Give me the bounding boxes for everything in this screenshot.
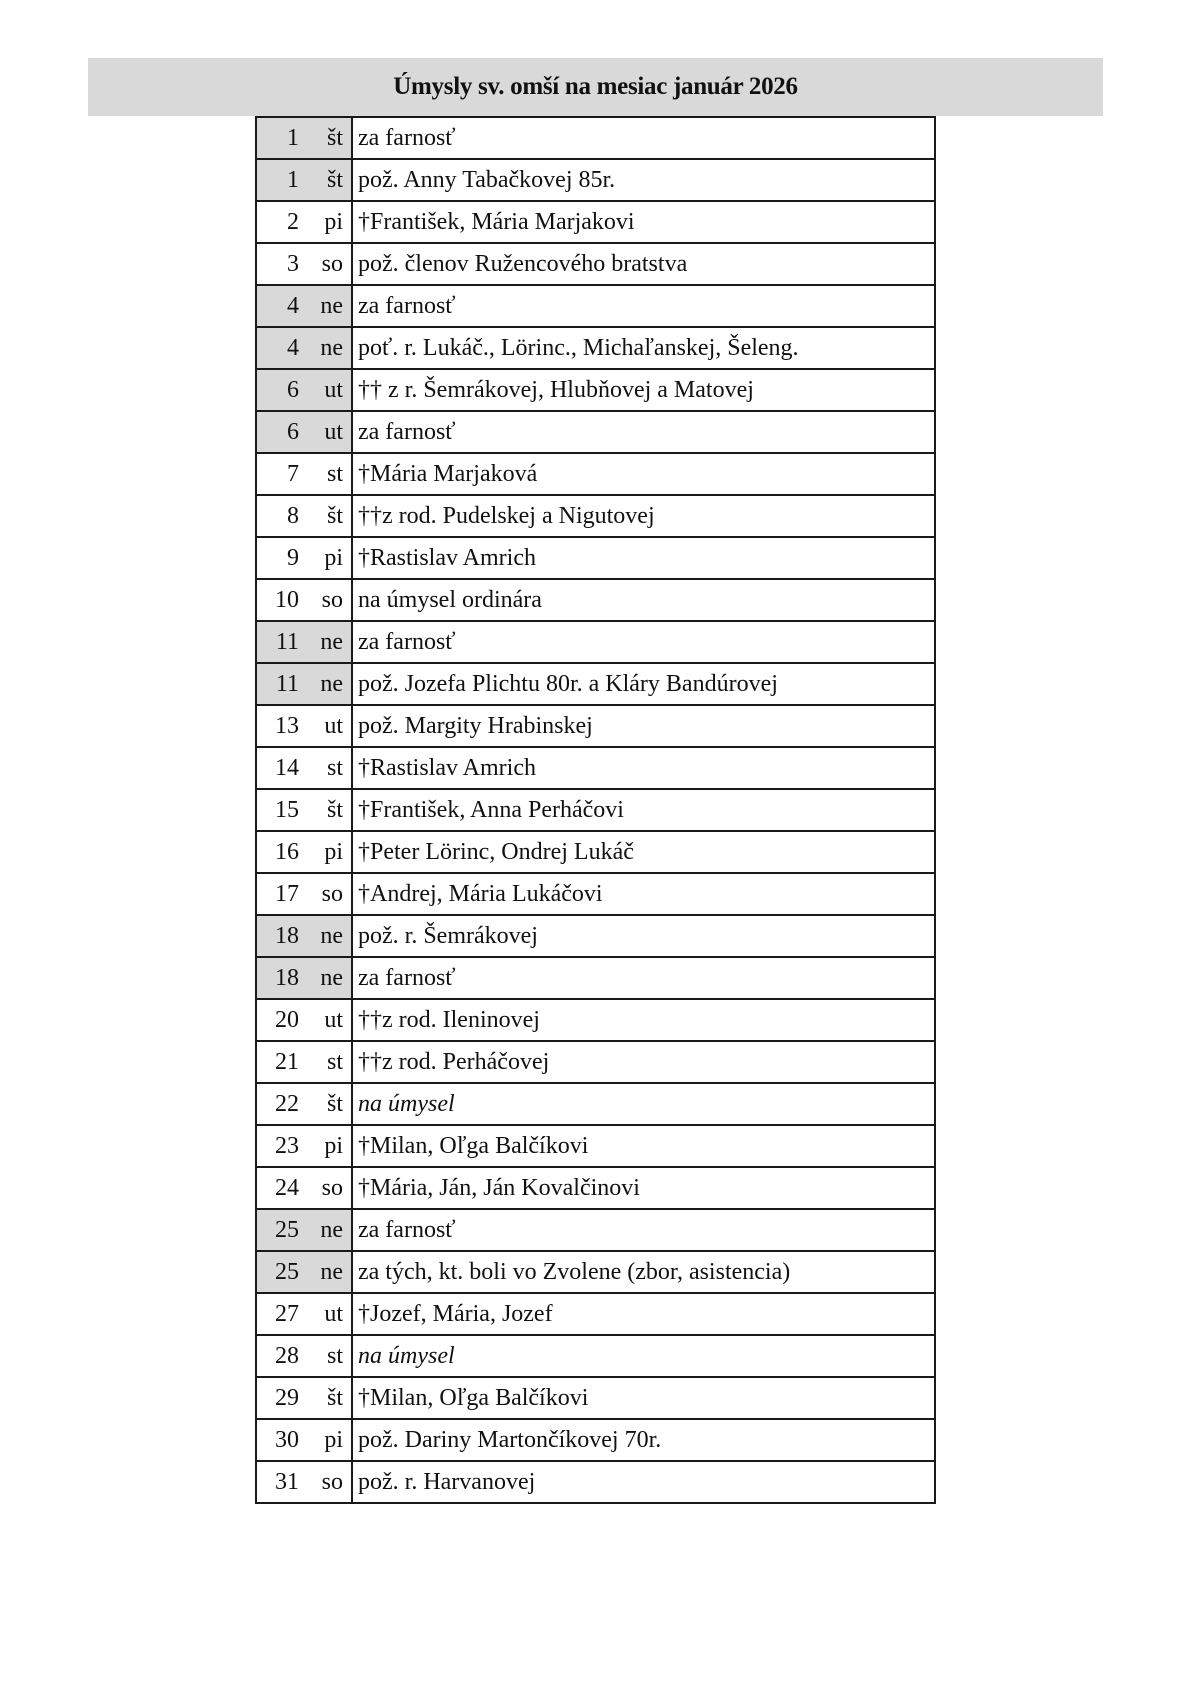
date-cell [256,621,352,663]
table-row [256,789,935,831]
intention-text: pož. r. Šemrákovej [352,915,935,957]
day-number: 13 [275,712,299,739]
date-cell [256,957,352,999]
intention-text: †Andrej, Mária Lukáčovi [352,873,935,915]
day-of-week: št [326,796,343,823]
title-banner [88,58,1103,116]
date-cell [256,327,352,369]
table-row [256,1251,935,1293]
intention-text: †Mária Marjaková [352,453,935,495]
day-number: 22 [275,1090,299,1117]
date-cell [256,873,352,915]
day-of-week: ne [320,628,343,655]
date-cell [256,285,352,327]
day-of-week: so [321,1174,343,1201]
date-cell [256,1377,352,1419]
day-number: 25 [275,1216,299,1243]
date-cell [256,159,352,201]
intention-text: za farnosť [352,411,935,453]
day-of-week: ut [324,712,343,739]
day-of-week: ut [324,376,343,403]
day-of-week: pi [324,1132,343,1159]
table-row [256,1083,935,1125]
day-of-week: ne [320,334,343,361]
table-row [256,663,935,705]
intention-text: na úmysel [352,1335,935,1377]
date-cell [256,1041,352,1083]
table-row [256,117,935,159]
day-of-week: št [326,1090,343,1117]
date-cell [256,789,352,831]
intention-text: za farnosť [352,621,935,663]
day-of-week: so [321,880,343,907]
date-cell [256,411,352,453]
day-number: 6 [287,418,299,445]
table-row [256,1209,935,1251]
table-row [256,1377,935,1419]
intention-text: pož. Margity Hrabinskej [352,705,935,747]
day-number: 18 [275,922,299,949]
day-number: 27 [275,1300,299,1327]
intention-text: za tých, kt. boli vo Zvolene (zbor, asistencia) [352,1251,935,1293]
date-cell [256,1335,352,1377]
table-row [256,621,935,663]
day-of-week: st [326,1342,343,1369]
day-of-week: st [326,460,343,487]
table-row [256,1461,935,1503]
date-cell [256,201,352,243]
intention-text: ††z rod. Perháčovej [352,1041,935,1083]
table-row [256,1125,935,1167]
date-cell [256,747,352,789]
table-row [256,1293,935,1335]
intention-text: †Milan, Oľga Balčíkovi [352,1377,935,1419]
day-number: 1 [287,166,299,193]
date-cell [256,243,352,285]
intention-text: †Rastislav Amrich [352,537,935,579]
day-number: 18 [275,964,299,991]
day-of-week: ne [320,1216,343,1243]
table-row [256,705,935,747]
day-of-week: št [326,502,343,529]
date-cell [256,663,352,705]
table-row [256,1167,935,1209]
day-number: 4 [287,334,299,361]
intention-text: †Mária, Ján, Ján Kovalčinovi [352,1167,935,1209]
day-number: 8 [287,502,299,529]
date-cell [256,1293,352,1335]
intention-text: pož. Jozefa Plichtu 80r. a Kláry Bandúrovej [352,663,935,705]
table-row [256,285,935,327]
date-cell [256,537,352,579]
intention-text: pož. Anny Tabačkovej 85r. [352,159,935,201]
day-of-week: ut [324,418,343,445]
day-of-week: ne [320,670,343,697]
day-number: 30 [275,1426,299,1453]
day-number: 15 [275,796,299,823]
intention-text: ††z rod. Pudelskej a Nigutovej [352,495,935,537]
day-of-week: ne [320,964,343,991]
intention-text: †František, Mária Marjakovi [352,201,935,243]
day-of-week: pi [324,544,343,571]
day-number: 6 [287,376,299,403]
date-cell [256,117,352,159]
day-of-week: ut [324,1300,343,1327]
day-number: 16 [275,838,299,865]
intention-text: pož. členov Ružencového bratstva [352,243,935,285]
day-number: 28 [275,1342,299,1369]
table-row [256,495,935,537]
day-of-week: st [326,1048,343,1075]
day-number: 1 [287,124,299,151]
table-row [256,1041,935,1083]
intention-text: poť. r. Lukáč., Lörinc., Michaľanskej, Šeleng. [352,327,935,369]
day-of-week: pi [324,838,343,865]
date-cell [256,369,352,411]
day-number: 14 [275,754,299,781]
intention-text: †† z r. Šemrákovej, Hlubňovej a Matovej [352,369,935,411]
day-of-week: ne [320,1258,343,1285]
intention-text: †Rastislav Amrich [352,747,935,789]
intention-text: za farnosť [352,957,935,999]
date-cell [256,1083,352,1125]
date-cell [256,1209,352,1251]
date-cell [256,915,352,957]
intention-text: za farnosť [352,285,935,327]
date-cell [256,1167,352,1209]
date-cell [256,705,352,747]
day-number: 17 [275,880,299,907]
date-cell [256,1419,352,1461]
day-of-week: pi [324,208,343,235]
intention-text: ††z rod. Ileninovej [352,999,935,1041]
day-number: 7 [287,460,299,487]
day-number: 9 [287,544,299,571]
intention-text: pož. Dariny Martončíkovej 70r. [352,1419,935,1461]
day-of-week: st [326,754,343,781]
table-row [256,537,935,579]
date-cell [256,831,352,873]
table-row [256,201,935,243]
table-row [256,915,935,957]
table-row [256,999,935,1041]
table-row [256,1335,935,1377]
table-row [256,159,935,201]
date-cell [256,1125,352,1167]
day-number: 24 [275,1174,299,1201]
day-number: 25 [275,1258,299,1285]
page-title: Úmysly sv. omší na mesiac január 2026 [393,73,798,100]
intention-text: za farnosť [352,1209,935,1251]
table-row [256,1419,935,1461]
table-row [256,747,935,789]
day-number: 2 [287,208,299,235]
day-of-week: ut [324,1006,343,1033]
table-row [256,369,935,411]
day-of-week: ne [320,922,343,949]
day-of-week: pi [324,1426,343,1453]
intention-text: †Jozef, Mária, Jozef [352,1293,935,1335]
day-of-week: ne [320,292,343,319]
table-row [256,243,935,285]
day-number: 3 [287,250,299,277]
day-of-week: št [326,166,343,193]
intention-text: na úmysel ordinára [352,579,935,621]
day-number: 4 [287,292,299,319]
day-number: 23 [275,1132,299,1159]
intention-text: na úmysel [352,1083,935,1125]
day-number: 11 [275,670,299,697]
day-number: 31 [275,1468,299,1495]
intention-text: †Peter Lörinc, Ondrej Lukáč [352,831,935,873]
table-row [256,453,935,495]
intention-text: †Milan, Oľga Balčíkovi [352,1125,935,1167]
day-number: 21 [275,1048,299,1075]
day-of-week: št [326,124,343,151]
day-of-week: so [321,1468,343,1495]
table-row [256,873,935,915]
table-row [256,327,935,369]
day-number: 10 [275,586,299,613]
date-cell [256,495,352,537]
table-row [256,579,935,621]
day-of-week: št [326,1384,343,1411]
intention-text: pož. r. Harvanovej [352,1461,935,1503]
table-body [256,117,935,1503]
intention-text: †František, Anna Perháčovi [352,789,935,831]
day-of-week: so [321,250,343,277]
date-cell [256,1461,352,1503]
date-cell [256,1251,352,1293]
intention-text: za farnosť [352,117,935,159]
table-row [256,831,935,873]
date-cell [256,579,352,621]
table-row [256,411,935,453]
mass-intentions-table [255,116,936,1504]
day-of-week: so [321,586,343,613]
table-row [256,957,935,999]
day-number: 20 [275,1006,299,1033]
date-cell [256,999,352,1041]
day-number: 29 [275,1384,299,1411]
date-cell [256,453,352,495]
day-number: 11 [275,628,299,655]
